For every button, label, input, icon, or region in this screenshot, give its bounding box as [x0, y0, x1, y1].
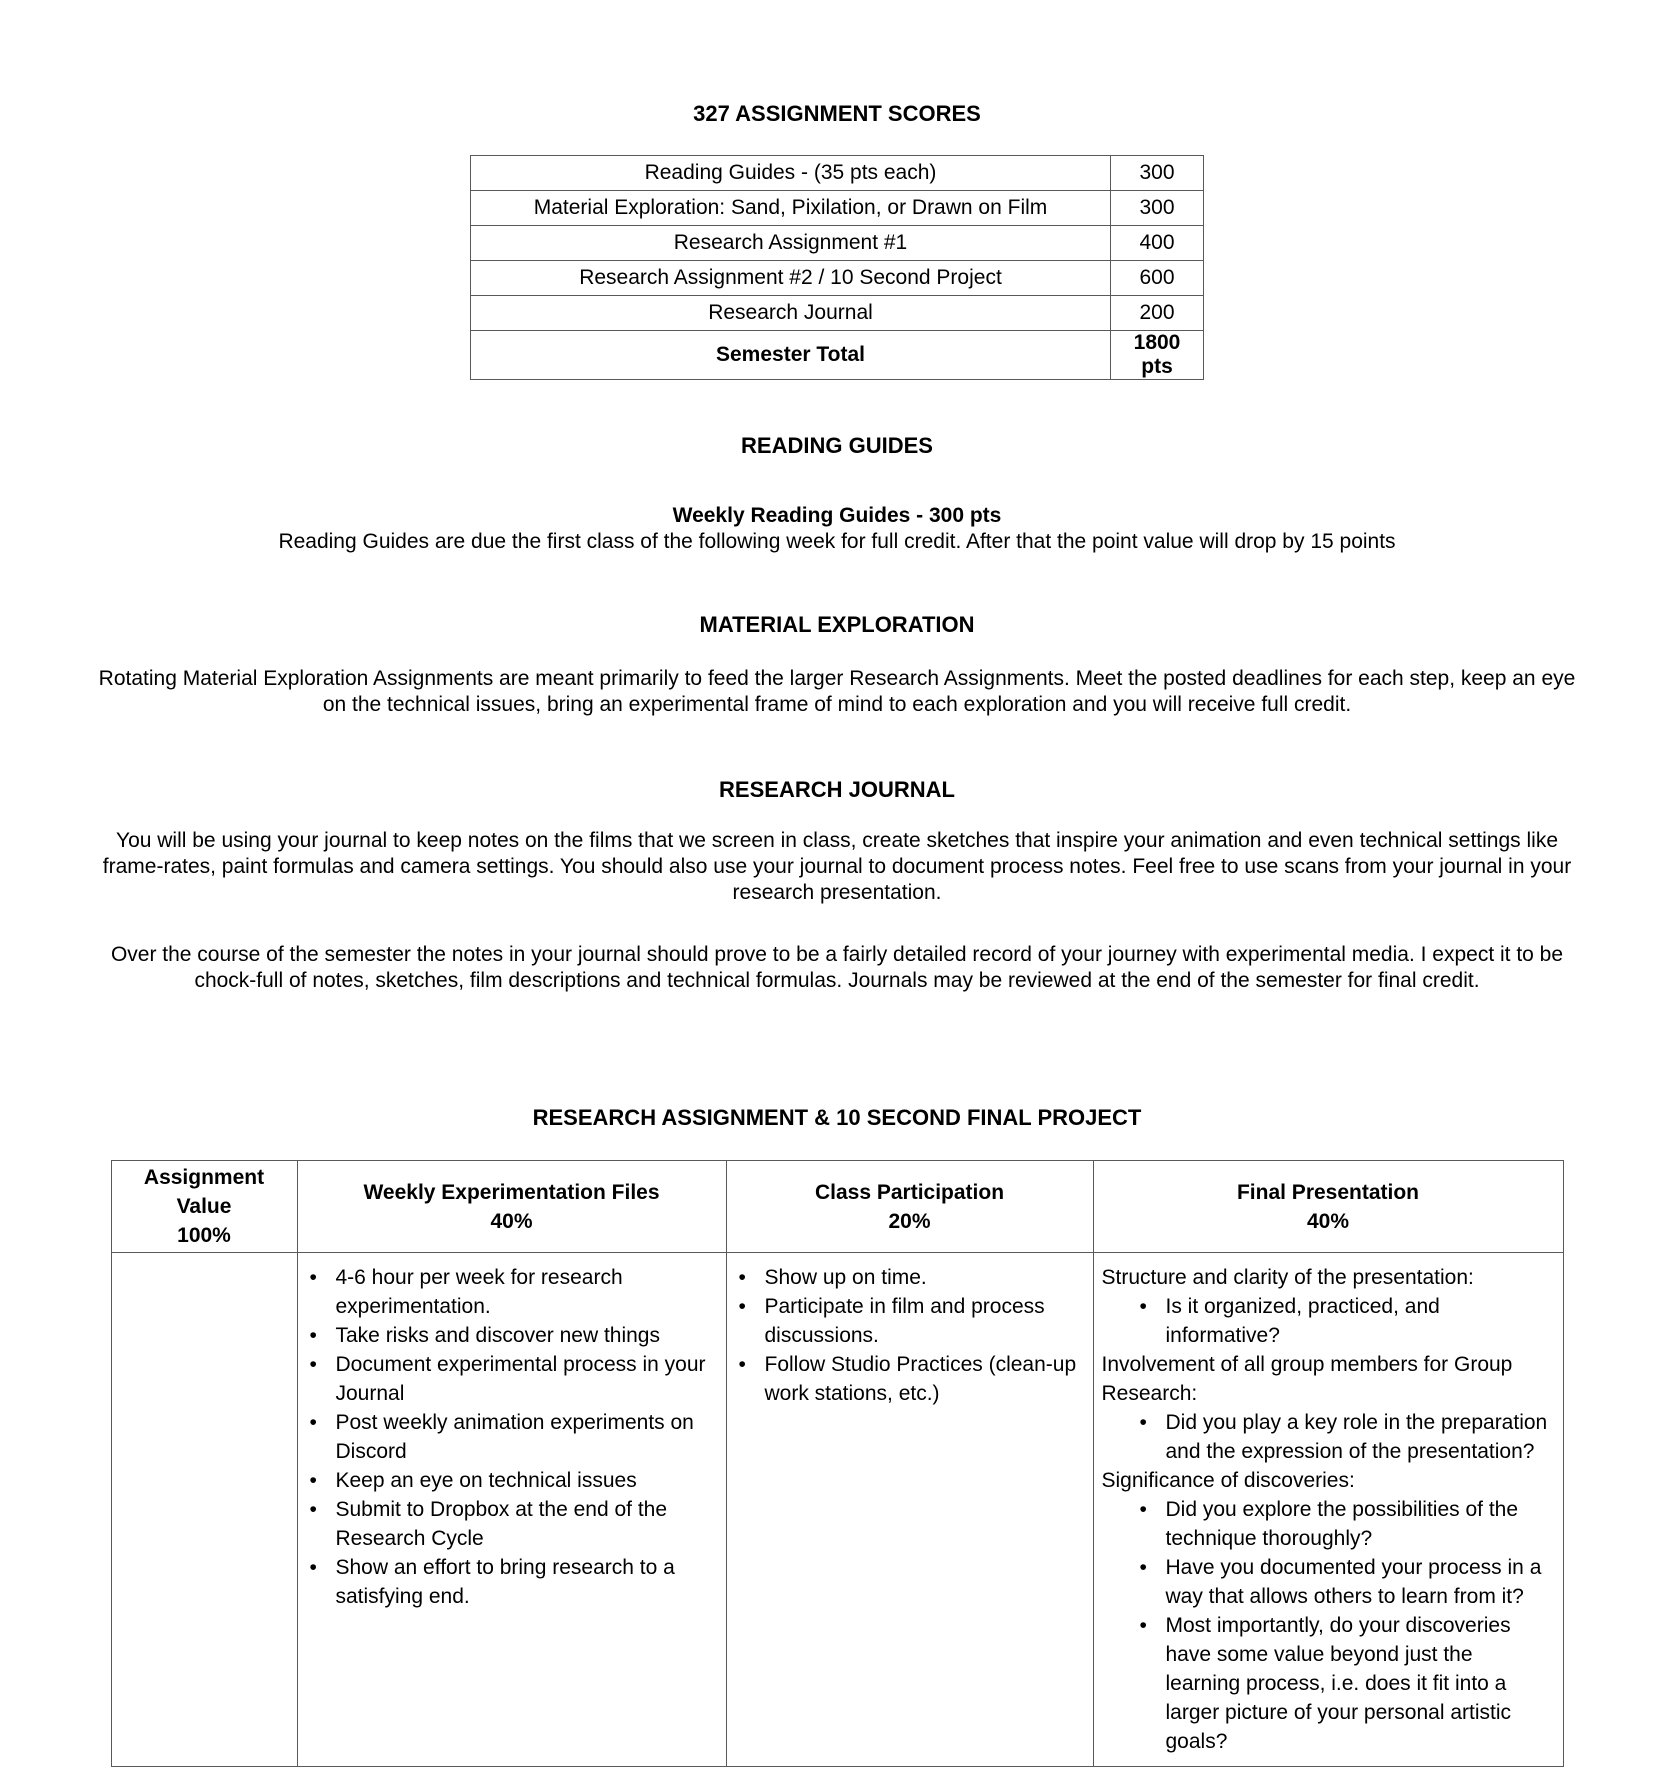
bullet-item — [1140, 1495, 1553, 1553]
column-percent: 40% — [1306, 1209, 1350, 1233]
score-value: 200 — [1111, 296, 1204, 331]
bullet-text: Did you explore the possibilities of the technique thoroughly? — [1165, 1498, 1519, 1550]
score-value: 300 — [1111, 156, 1204, 191]
presentation-section-involvement — [1102, 1350, 1553, 1466]
final-project-heading: RESEARCH ASSIGNMENT & 10 SECOND FINAL PROJECT — [532, 1105, 1142, 1130]
section-bullet-list — [1102, 1495, 1553, 1756]
bullet-item — [1140, 1408, 1553, 1466]
reading-guides-body: Reading Guides are due the first class of the following week for full credit. After that the point value will drop by 15 points — [278, 530, 1396, 553]
bullet-icon: • — [309, 1411, 317, 1434]
bullet-text: Show up on time. — [764, 1266, 927, 1289]
score-label: Reading Guides - (35 pts each) — [471, 156, 1111, 191]
rubric-header-assignment-value — [111, 1161, 297, 1253]
research-journal-paragraph-2: Over the course of the semester the notes in your journal should prove to be a fairly detailed record of your journey with experimental media. I expect it to be chock-full of notes, sketches, film descriptions and technical formulas. Journals may be reviewed at the end of the semester for final credit. — [110, 943, 1564, 992]
bullet-icon: • — [309, 1498, 317, 1521]
score-row — [471, 226, 1204, 261]
score-label: Research Assignment #1 — [471, 226, 1111, 261]
bullet-text: Post weekly animation experiments on Discord — [335, 1411, 694, 1463]
bullet-icon: • — [1139, 1614, 1147, 1637]
bullet-icon: • — [1139, 1498, 1147, 1521]
bullet-item — [1140, 1611, 1553, 1756]
presentation-section-significance — [1102, 1466, 1553, 1756]
column-title: Assignment Value — [143, 1166, 265, 1218]
column-percent: 100% — [177, 1224, 231, 1247]
bullet-item — [306, 1408, 716, 1466]
bullet-icon: • — [309, 1469, 317, 1492]
bullet-item — [735, 1263, 1083, 1292]
score-value: 600 — [1111, 261, 1204, 296]
bullet-text: Keep an eye on technical issues — [335, 1469, 637, 1492]
weekly-files-cell — [297, 1253, 726, 1767]
final-project-rubric-table — [111, 1160, 1564, 1767]
score-value: 400 — [1111, 226, 1204, 261]
score-row — [471, 261, 1204, 296]
bullet-text: Have you documented your process in a way that allows others to learn from it? — [1165, 1556, 1542, 1608]
assignment-value-cell-empty — [111, 1253, 297, 1767]
score-label: Material Exploration: Sand, Pixilation, or Drawn on Film — [471, 191, 1111, 226]
bullet-text: Follow Studio Practices (clean-up work stations, etc.) — [764, 1353, 1077, 1405]
section-label: Significance of discoveries: — [1101, 1469, 1355, 1492]
column-percent: 20% — [888, 1209, 931, 1233]
section-bullet-list — [1102, 1408, 1553, 1466]
bullet-icon: • — [309, 1556, 317, 1579]
bullet-text: Show an effort to bring research to a satisfying end. — [335, 1556, 675, 1608]
rubric-body-row — [111, 1253, 1563, 1767]
weekly-files-bullet-list — [306, 1263, 716, 1611]
bullet-item — [306, 1350, 716, 1408]
bullet-text: Most importantly, do your discoveries have some value beyond just the learning process, i.e. does it fit into a larger picture of your personal artistic goals? — [1165, 1614, 1511, 1753]
bullet-icon: • — [1139, 1556, 1147, 1579]
rubric-header-final-presentation — [1093, 1161, 1563, 1253]
bullet-item — [306, 1495, 716, 1553]
bullet-text: Document experimental process in your Journal — [335, 1353, 706, 1405]
column-percent: 40% — [490, 1209, 533, 1233]
assignment-scores-table — [470, 155, 1204, 380]
section-bullet-list — [1102, 1292, 1553, 1350]
rubric-header-class-participation — [726, 1161, 1093, 1253]
weekly-reading-guides-subheading: Weekly Reading Guides - 300 pts — [672, 504, 1002, 527]
page-title: 327 ASSIGNMENT SCORES — [693, 101, 981, 126]
score-value: 300 — [1111, 191, 1204, 226]
bullet-item — [306, 1466, 716, 1495]
semester-total-label: Semester Total — [471, 331, 1111, 380]
final-presentation-cell — [1093, 1253, 1563, 1767]
research-journal-heading: RESEARCH JOURNAL — [719, 777, 955, 802]
bullet-icon: • — [309, 1353, 317, 1376]
semester-total-row — [471, 331, 1204, 380]
section-label: Structure and clarity of the presentation: — [1101, 1266, 1474, 1289]
column-title: Class Participation — [814, 1180, 1005, 1204]
bullet-icon: • — [309, 1324, 317, 1347]
score-row — [471, 296, 1204, 331]
reading-guides-heading: READING GUIDES — [741, 433, 933, 458]
presentation-section-structure — [1102, 1263, 1553, 1350]
column-title: Weekly Experimentation Files — [363, 1180, 660, 1204]
bullet-text: Is it organized, practiced, and informative? — [1165, 1295, 1440, 1347]
material-exploration-body: Rotating Material Exploration Assignments are meant primarily to feed the larger Research Assignments. Meet the posted deadlines for each step, keep an eye on the technical issues, bring an experimental frame of mind to each exploration and you will receive full credit. — [98, 667, 1576, 716]
bullet-item — [735, 1292, 1083, 1350]
semester-total-value: 1800 pts — [1111, 331, 1204, 380]
bullet-item — [306, 1263, 716, 1321]
score-label: Research Assignment #2 / 10 Second Project — [471, 261, 1111, 296]
column-title: Final Presentation — [1236, 1180, 1420, 1204]
bullet-icon: • — [738, 1266, 746, 1289]
rubric-header-weekly-files — [297, 1161, 726, 1253]
section-label: Involvement of all group members for Group Research: — [1101, 1353, 1513, 1405]
bullet-icon: • — [738, 1353, 746, 1376]
bullet-item — [1140, 1292, 1553, 1350]
bullet-icon: • — [309, 1266, 317, 1289]
bullet-text: 4-6 hour per week for research experimentation. — [335, 1266, 623, 1318]
bullet-text: Participate in film and process discussions. — [764, 1295, 1045, 1347]
class-participation-bullet-list — [735, 1263, 1083, 1408]
score-row — [471, 191, 1204, 226]
class-participation-cell — [726, 1253, 1093, 1767]
bullet-item — [1140, 1553, 1553, 1611]
bullet-item — [306, 1553, 716, 1611]
bullet-text: Take risks and discover new things — [335, 1324, 660, 1347]
bullet-item — [735, 1350, 1083, 1408]
bullet-icon: • — [738, 1295, 746, 1318]
score-row — [471, 156, 1204, 191]
bullet-icon: • — [1139, 1411, 1147, 1434]
score-label: Research Journal — [471, 296, 1111, 331]
rubric-header-row — [111, 1161, 1563, 1253]
bullet-icon: • — [1139, 1295, 1147, 1318]
bullet-text: Submit to Dropbox at the end of the Research Cycle — [335, 1498, 668, 1550]
material-exploration-heading: MATERIAL EXPLORATION — [699, 612, 975, 637]
research-journal-paragraph-1: You will be using your journal to keep notes on the films that we screen in class, create sketches that inspire your animation and even technical settings like frame-rates, paint formulas and camera settings. You should also use your journal to document process notes. Feel free to use scans from your journal in your research presentation. — [102, 829, 1572, 904]
bullet-text: Did you play a key role in the preparation and the expression of the presentation? — [1165, 1411, 1548, 1463]
bullet-item — [306, 1321, 716, 1350]
